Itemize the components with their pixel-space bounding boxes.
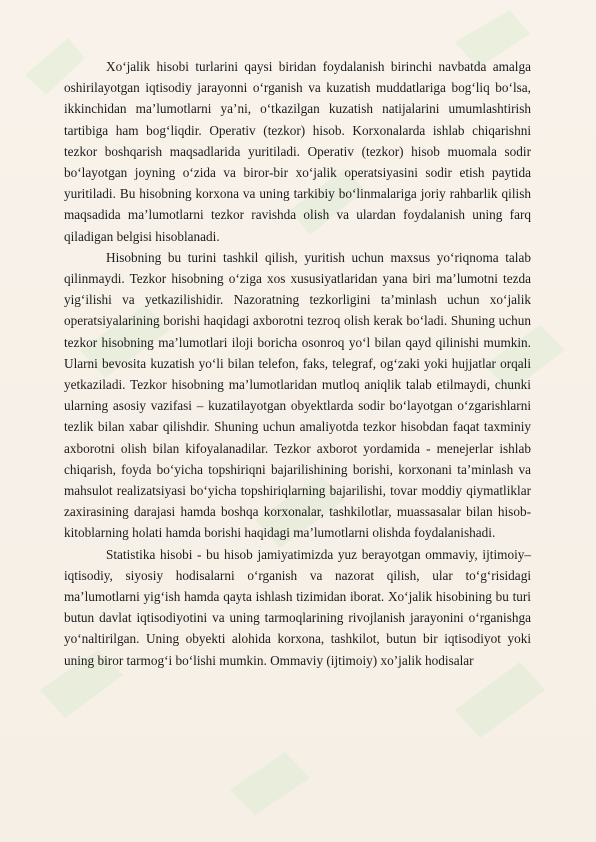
paragraph-2: Hisobning bu turini tashkil qilish, yuritish uchun maxsus yo‘riqnoma talab qilinmaydi. Tezkor hisobning o‘ziga xos xususiyatlaridan yana biri ma’lumotni tezda yig‘ilishi va yetkazilishidir. Nazoratning tezkorligini ta’minlash uchun xo‘jalik operatsiyalarining borishi haqidagi axborotni tezroq olish kerak bo‘ladi. Shuning uchun tezkor hisobning ma’lumotlari iloji boricha osonroq yo‘l bilan qayd qilinishi mumkin. Ularni bevosita kuzatish yo‘li bilan telefon, faks, telegraf, og‘zaki yoki hujjatlar orqali yetkaziladi. Tezkor hisobning ma’lumotlaridan mutloq aniqlik talab etilmaydi, chunki ularning asosiy vazifasi – kuzatilayotgan obyektlarda sodir bo‘layotgan o‘zgarishlarni tezlik bilan xabar qilishdir. Shuning uchun amaliyotda tezkor hisobdan faqat taxminiy axborotni olish bilan kifoyalanadilar. Tezkor axborot yordamida - menejerlar ishlab chiqarish, foyda bo‘yicha topshiriqni bajarilishining borishi, korxonani ta’minlash va mahsulot realizatsiyasi bo‘yicha topshiriqlarning bajarilishi, tovar moddiy qiymatliklar zaxirasining darajasi hamda boshqa korxonalar, tashkilotlar, muassasalar bilan hisob-kitoblarning holati hamda borishi haqidagi ma’lumotlarni olishda foydalanishadi. bbox=[64, 249, 531, 541]
paragraph-1: Xo‘jalik hisobi turlarini qaysi biridan foydalanish birinchi navbatda amalga oshirilayotgan iqtisodiy jarayonni o‘rganish va kuzatish muddatlariga bog‘liq bo‘lsa, ikkinchidan ma’lumotlarni ya’ni, o‘tkazilgan kuzatish natijalarini umumlashtirish tartibiga ham bog‘liqdir. Operativ (tezkor) hisob. Korxonalarda ishlab chiqarishni tezkor boshqarish maqsadlarida yuritiladi. Operativ (tezkor) hisob muomala sodir bo‘layotgan joyning o‘zida va biror-bir xo‘jalik operatsiyasini sodir etish paytida yuritiladi. Bu hisobning korxona va uning tarkibiy bo‘linmalariga joriy rahbarlik qilish maqsadida ma’lumotlarni tezkor ravishda olish va ulardan foydalanish uning farq qiladigan belgisi hisoblanadi. bbox=[64, 59, 531, 244]
paragraph-3: Statistika hisobi - bu hisob jamiyatimizda yuz berayotgan ommaviy, ijtimoiy–iqtisodiy, siyosiy hodisalarni o‘rganish va nazorat qilish, ular to‘g‘risidagi ma’lumotlarni yig‘ish hamda qayta ishlash tizimidan iborat. Xo‘jalik hisobining bu turi butun davlat iqtisodiyotini va uning tarmoqlarining rivojlanish jarayonini o‘rganishga yo‘naltirilgan. Uning obyekti alohida korxona, tashkilot, butun bir iqtisodiyot yoki uning biror tarmog‘i bo‘lishi mumkin. Ommaviy (ijtimoiy) xo’jalik hodisalar bbox=[64, 546, 531, 668]
document-body bbox=[64, 56, 531, 671]
